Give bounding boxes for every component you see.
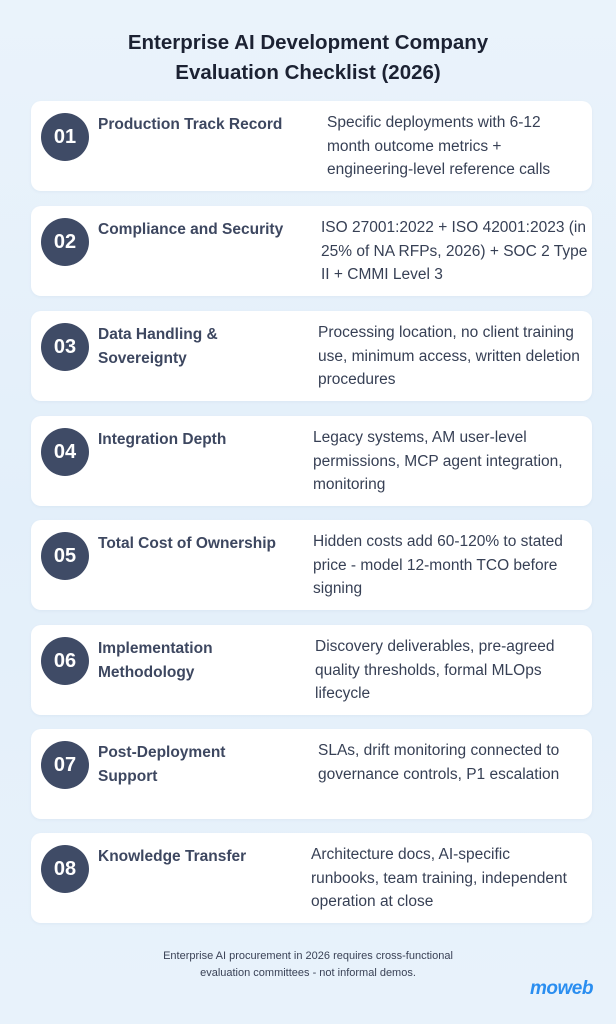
item-number-badge: 04 (41, 428, 89, 476)
item-heading: Knowledge Transfer (98, 848, 247, 865)
item-heading: Data Handling & Sovereignty (98, 326, 218, 367)
page-title (0, 28, 616, 88)
item-heading: Compliance and Security (98, 221, 284, 238)
item-description: Discovery deliverables, pre-agreed quality thresholds, formal MLOps lifecycle (315, 638, 555, 702)
brand-logo: moweb (530, 978, 593, 999)
item-number-badge: 03 (41, 323, 89, 371)
item-description: Processing location, no client training use, minimum access, written deletion procedures (318, 324, 580, 388)
item-description: Specific deployments with 6-12 month outcome metrics + engineering-level reference calls (327, 114, 551, 178)
item-number-badge: 07 (41, 741, 89, 789)
item-heading: Total Cost of Ownership (98, 535, 276, 552)
page-title-line-1: Enterprise AI Development Company (127, 31, 489, 54)
checklist-item-production-track-record (31, 101, 592, 191)
checklist-item-data-handling-sovereignty (31, 311, 592, 401)
item-description: SLAs, drift monitoring connected to governance controls, P1 escalation (318, 742, 560, 783)
checklist-item-implementation-methodology (31, 625, 592, 715)
item-number-badge: 01 (41, 113, 89, 161)
page-title-line-2: Evaluation Checklist (2026) (175, 61, 441, 84)
item-heading: Implementation Methodology (98, 640, 213, 681)
item-heading: Integration Depth (98, 431, 227, 448)
checklist-item-knowledge-transfer (31, 833, 592, 923)
footer-note-line-1: Enterprise AI procurement in 2026 requires cross-functional (163, 950, 453, 962)
checklist-item-total-cost-of-ownership (31, 520, 592, 610)
item-description: Architecture docs, AI-specific runbooks, team training, independent operation at close (311, 846, 567, 910)
item-number-badge: 05 (41, 532, 89, 580)
checklist-item-integration-depth (31, 416, 592, 506)
footer-note (0, 948, 616, 981)
checklist-item-post-deployment-support (31, 729, 592, 819)
item-heading: Production Track Record (98, 116, 283, 133)
item-description: ISO 27001:2022 + ISO 42001:2023 (in 25% of NA RFPs, 2026) + SOC 2 Type II + CMMI Level 3 (321, 219, 588, 283)
item-number-badge: 08 (41, 845, 89, 893)
item-description: Hidden costs add 60-120% to stated price - model 12-month TCO before signing (313, 533, 563, 597)
checklist-item-compliance-and-security (31, 206, 592, 296)
item-number-badge: 06 (41, 637, 89, 685)
item-heading: Post-Deployment Support (98, 744, 226, 785)
footer-note-line-2: evaluation committees - not informal demos. (200, 966, 416, 979)
item-description: Legacy systems, AM user-level permissions, MCP agent integration, monitoring (313, 429, 563, 493)
item-number-badge: 02 (41, 218, 89, 266)
